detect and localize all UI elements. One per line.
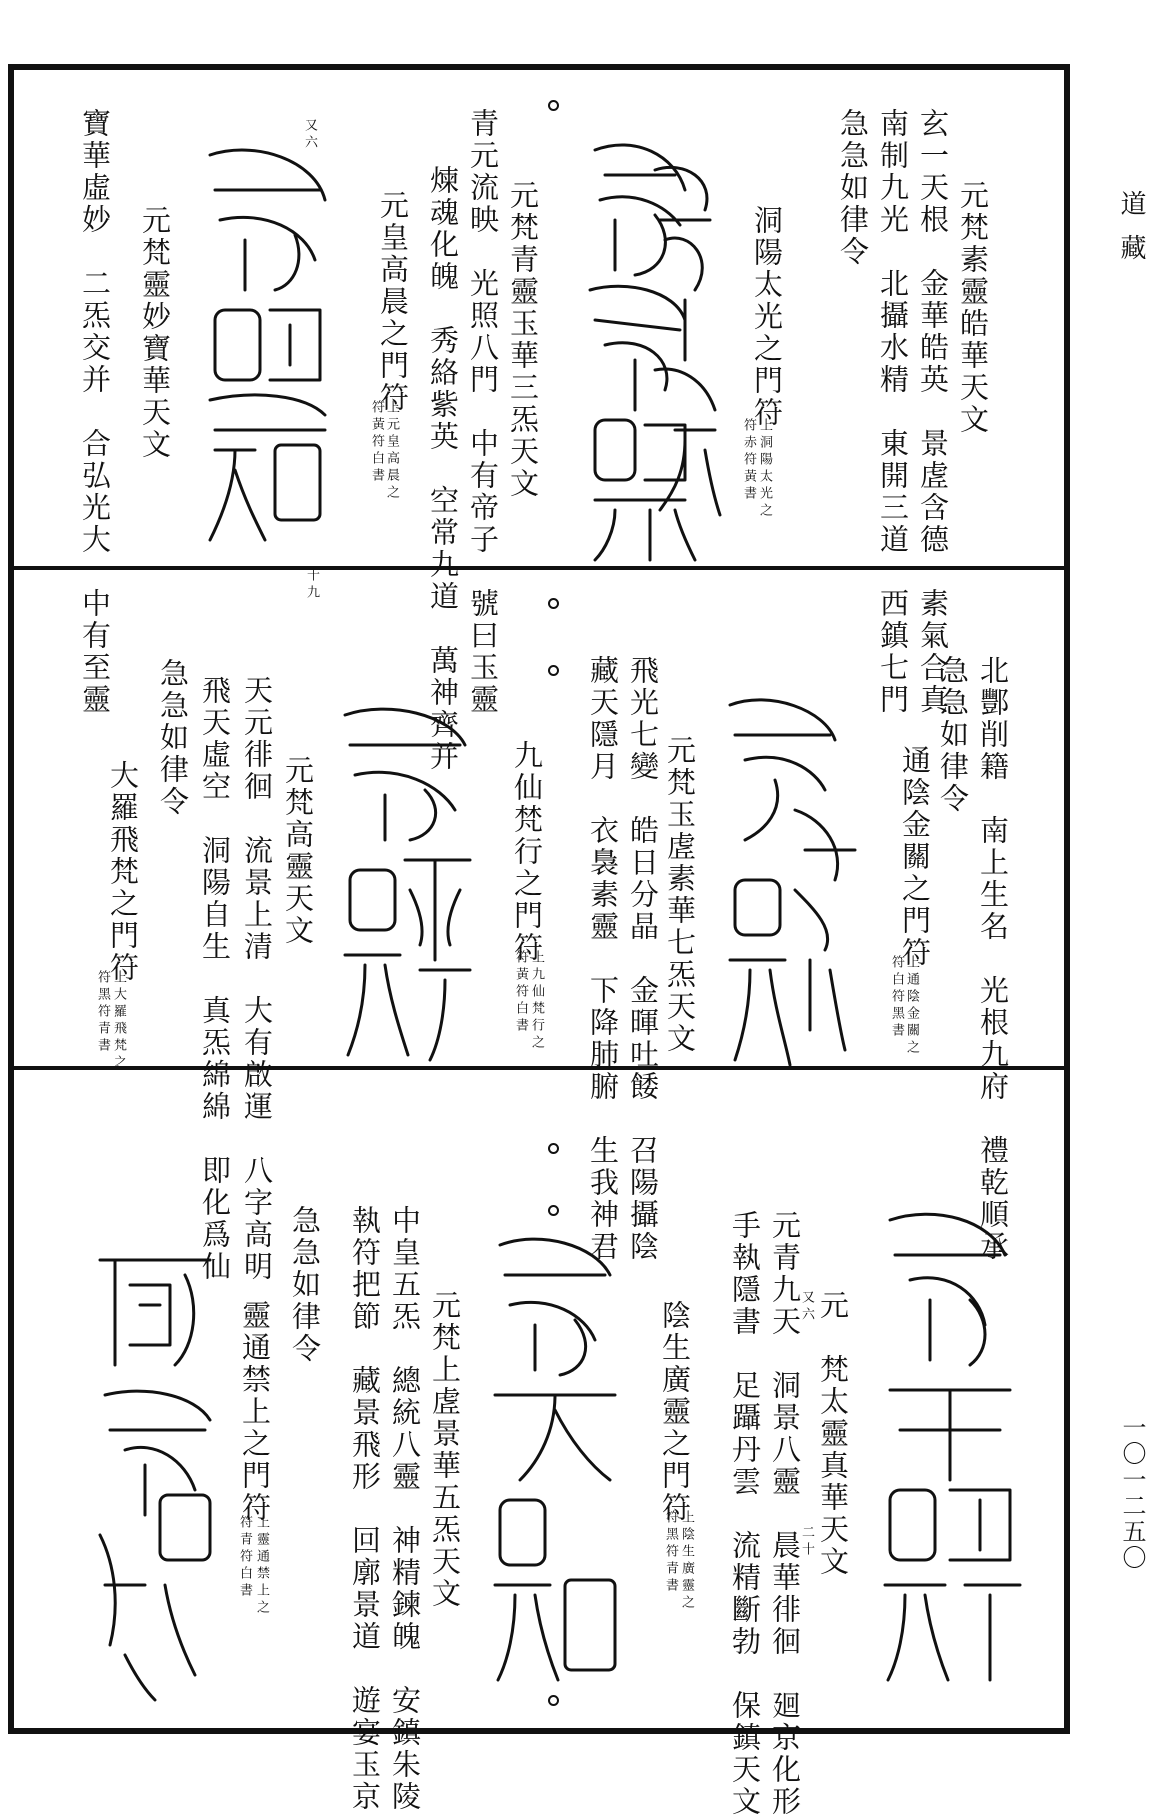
heading: 元梵素靈皓華天文 xyxy=(956,180,990,436)
fu-note: 符白符黑書 xyxy=(889,955,904,1040)
verse-line: 玄一天根 金華皓英 景虗含德 素氣合真 xyxy=(916,108,950,716)
verse-line: 寶華虛妙 二炁交并 合弘光大 中有至靈 xyxy=(78,108,112,716)
fu-title: 陰生廣靈之門符 xyxy=(658,1300,692,1524)
panel-divider-2 xyxy=(8,1066,1070,1070)
verse-line: 青元流映 光照八門 中有帝子 號曰玉靈 xyxy=(466,108,500,716)
heading: 元梵靈妙寶華天文 xyxy=(138,205,172,461)
talisman-seal xyxy=(645,160,725,520)
fu-note: 符黑符青書 xyxy=(663,1510,678,1595)
fu-note: 符黑符青書 xyxy=(95,970,110,1055)
page-number: 一〇一二五〇 xyxy=(1118,1415,1146,1571)
heading: 元梵上虗景華五炁天文 xyxy=(428,1290,462,1610)
fu-note: 上九仙梵行之 xyxy=(529,950,544,1052)
binding-hole xyxy=(548,665,559,676)
fu-title: 靈通禁上之門符 xyxy=(238,1300,272,1524)
fu-note: 符赤符黃書 xyxy=(741,418,756,503)
talisman-seal xyxy=(480,1230,630,1690)
talisman-seal xyxy=(870,1200,1030,1690)
binding-hole xyxy=(548,1143,559,1154)
fu-note: 符黃符白書 xyxy=(513,950,528,1035)
verse-line: 急急如律令 xyxy=(156,658,190,818)
verse-line: 中皇五炁 總統八靈 神精鍊魄 安鎮朱陵 xyxy=(388,1205,422,1813)
fu-title: 大羅飛梵之門符 xyxy=(106,760,140,984)
binding-hole xyxy=(548,1205,559,1216)
fu-note: 上靈通禁上之 xyxy=(254,1515,269,1617)
page-mark: 又六 xyxy=(799,1290,814,1324)
heading: 元 梵太靈真華天文 xyxy=(816,1290,850,1578)
panel-divider-1 xyxy=(8,566,1070,570)
heading: 元梵玉虗素華七炁天文 xyxy=(663,735,697,1055)
fu-title: 洞陽太光之門符 xyxy=(750,205,784,429)
fu-note: 上通陰金關之 xyxy=(904,955,919,1057)
talisman-seal xyxy=(330,700,490,1070)
verse-line: 北酆削籍 南上生名 光根九府 禮乾順承 xyxy=(976,655,1010,1263)
page-mark: 二十 xyxy=(799,1525,814,1559)
verse-line: 元青九天 洞景八靈 晨華徘徊 廻京化形 xyxy=(768,1210,802,1818)
talisman-seal xyxy=(195,140,345,560)
collection-label: 道藏 xyxy=(1116,190,1146,278)
verse-line: 藏天隱月 衣裊素靈 下降肺腑 生我神君 xyxy=(586,655,620,1263)
binding-hole xyxy=(548,1695,559,1706)
fu-note: 上大羅飛梵之 xyxy=(111,970,126,1072)
fu-note: 上洞陽太光之 xyxy=(757,418,772,520)
fu-title: 九仙梵行之門符 xyxy=(510,740,544,964)
verse-line: 急急如律令 xyxy=(936,655,970,815)
heading: 元梵青靈玉華三炁天文 xyxy=(506,180,540,500)
verse-line: 煉魂化魄 秀絡紫英 空常九道 萬神齊并 xyxy=(426,165,460,773)
binding-hole xyxy=(548,598,559,609)
fu-title: 通陰金關之門符 xyxy=(898,745,932,969)
verse-line: 急急如律令 xyxy=(836,108,870,268)
fu-title: 元皇高晨之門符 xyxy=(376,190,410,414)
verse-line: 天元徘徊 流景上清 大有啟運 八字高明 xyxy=(240,675,274,1283)
fu-note: 上元皇高晨之 xyxy=(384,400,399,502)
verse-line: 急急如律令 xyxy=(288,1205,322,1365)
fu-note: 上陰生廣靈之 xyxy=(679,1510,694,1612)
verse-line: 南制九光 北攝水精 東開三道 西鎮七門 xyxy=(876,108,910,716)
binding-hole xyxy=(548,100,559,111)
verse-line: 飛天虛空 洞陽自生 真炁綿綿 即化爲仙 xyxy=(198,675,232,1283)
verse-line: 手執隱書 足躡丹雲 流精斷勃 保鎮天文 xyxy=(728,1210,762,1818)
fu-note: 符青符白書 xyxy=(237,1515,252,1600)
fu-note: 符黃符白書 xyxy=(369,400,384,485)
heading: 元梵高靈天文 xyxy=(281,755,315,947)
page-mark: 又六 xyxy=(302,118,317,152)
talisman-seal xyxy=(715,690,865,1070)
page-mark: 十九 xyxy=(304,568,319,602)
talisman-seal xyxy=(85,1245,225,1705)
verse-line: 飛光七變 皓日分晶 金暉吐餧 召陽攝陰 xyxy=(626,655,660,1263)
verse-line: 執符把節 藏景飛形 回廓景道 遊宴玉京 xyxy=(348,1205,382,1813)
